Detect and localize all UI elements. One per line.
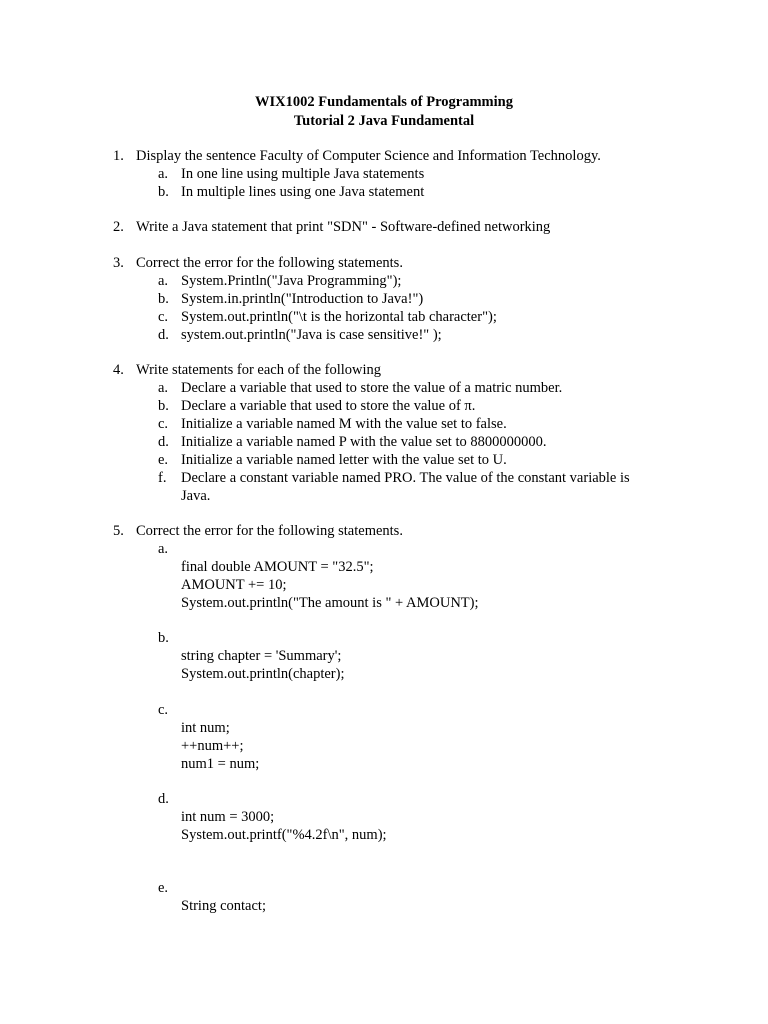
sub-item-label: e. [158, 452, 169, 468]
part-label: c. [158, 702, 169, 718]
sub-item-text-continued: Java. [181, 488, 211, 504]
question-text: Write statements for each of the following [136, 362, 382, 378]
question-text: Display the sentence Faculty of Computer Science and Information Technology. [136, 148, 601, 164]
part-label: e. [158, 880, 169, 896]
question-number: 2. [113, 219, 124, 235]
sub-item-text: Declare a variable that used to store the value of a matric number. [181, 380, 563, 396]
question-number: 3. [113, 255, 124, 271]
code-line: num1 = num; [181, 756, 260, 772]
sub-item-label: c. [158, 309, 169, 325]
part-label: d. [158, 791, 169, 807]
sub-item-label: a. [158, 273, 169, 289]
question-text: Write a Java statement that print "SDN" - Software-defined networking [136, 219, 551, 235]
sub-item-text: Declare a variable that used to store the value of π. [181, 398, 476, 414]
question-number: 5. [113, 523, 124, 539]
sub-item-label: d. [158, 434, 169, 450]
code-line: final double AMOUNT = "32.5"; [181, 559, 374, 575]
sub-item-label: a. [158, 166, 169, 182]
sub-item-text: System.in.println("Introduction to Java!") [181, 291, 424, 307]
sub-item-label: b. [158, 291, 169, 307]
sub-item-label: b. [158, 398, 169, 414]
sub-item-text: System.out.println("\t is the horizontal tab character"); [181, 309, 497, 325]
sub-item-text: Declare a constant variable named PRO. The value of the constant variable is [181, 470, 630, 486]
code-line: ++num++; [181, 738, 244, 754]
question-number: 4. [113, 362, 124, 378]
sub-item-text: Initialize a variable named M with the value set to false. [181, 416, 507, 432]
question-number: 1. [113, 148, 124, 164]
sub-item-text: system.out.println("Java is case sensitive!" ); [181, 327, 442, 343]
code-line: System.out.println(chapter); [181, 666, 345, 682]
code-line: System.out.printf("%4.2f\n", num); [181, 827, 387, 843]
code-line: System.out.println("The amount is " + AMOUNT); [181, 595, 479, 611]
sub-item-text: Initialize a variable named letter with the value set to U. [181, 452, 507, 468]
sub-item-label: f. [158, 470, 167, 486]
sub-item-label: d. [158, 327, 169, 343]
question-text: Correct the error for the following statements. [136, 523, 403, 539]
code-line: AMOUNT += 10; [181, 577, 287, 593]
question-text: Correct the error for the following statements. [136, 255, 403, 271]
code-line: String contact; [181, 898, 266, 914]
sub-item-text: Initialize a variable named P with the value set to 8800000000. [181, 434, 547, 450]
tutorial-title: Tutorial 2 Java Fundamental [293, 113, 475, 129]
sub-item-text: In multiple lines using one Java statement [181, 184, 425, 200]
code-line: string chapter = 'Summary'; [181, 648, 342, 664]
code-line: int num; [181, 720, 230, 736]
course-title: WIX1002 Fundamentals of Programming [255, 94, 513, 110]
part-label: a. [158, 541, 169, 557]
sub-item-text: System.Println("Java Programming"); [181, 273, 402, 289]
code-line: int num = 3000; [181, 809, 275, 825]
sub-item-label: b. [158, 184, 169, 200]
part-label: b. [158, 630, 169, 646]
sub-item-label: a. [158, 380, 169, 396]
sub-item-text: In one line using multiple Java statements [181, 166, 425, 182]
sub-item-label: c. [158, 416, 169, 432]
